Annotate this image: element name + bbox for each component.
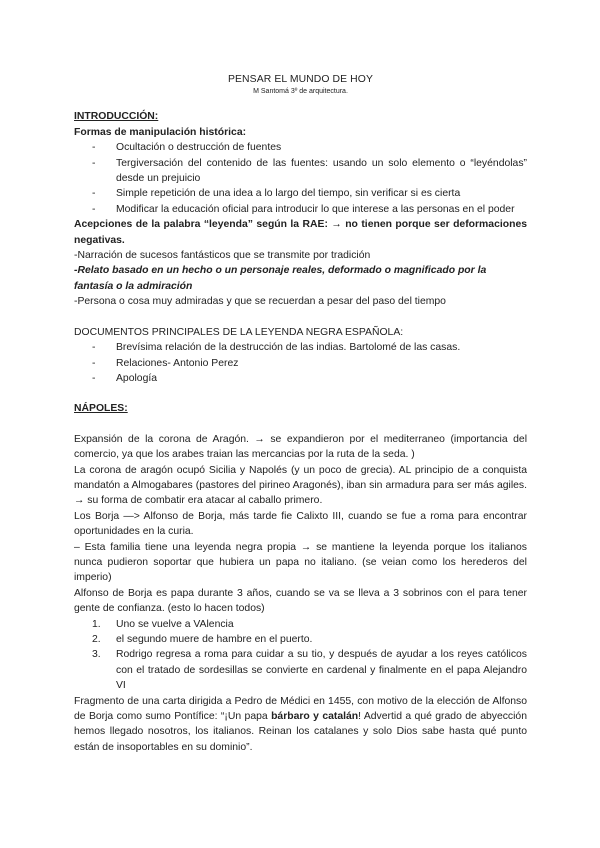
list-item [92,632,527,647]
napoles-paragraph-4: – Esta familia tiene una leyenda negra propia → se mantiene la leyenda porque los italianos nunca pudieron soportar que hubiera un papa no italiano. (se veian como los herederos del imperio) [74,541,527,584]
list-item: - Tergiversación del contenido de las fuentes: usando un solo elemento o “leyéndolas” desde un prejuicio [92,156,527,187]
quote-text-after: ! Advertid a qué grado de abyección hemos llegado nosotros, los italianos. Reinan los catalanes y solo Dios sabe hasta qué punto están de insoportables en su dominio”. [74,711,527,753]
docs-heading: DOCUMENTOS PRINCIPALES DE LA LEYENDA NEGRA ESPAÑOLA: [74,326,404,338]
list-number: 2. [92,634,101,645]
list-item: - Brevísima relación de la destrucción de las indias. Bartolomé de las casas. [92,340,527,355]
spacer [74,310,527,325]
list-number: 1. [92,618,101,630]
list-item: - Modificar la educación oficial para introducir lo que interese a las personas en el poder [92,202,527,217]
list-item [92,617,527,632]
napoles-paragraph-1: Expansión de la corona de Aragón. → se expandieron por el mediterraneo (importancia del comercio, ya que los arabes traian las mercancias por la ruta de la seda. ) [74,433,527,461]
sobrinos-list [74,617,527,694]
napoles-paragraph-2: La corona de aragón ocupó Sicilia y Napolés (y un poco de grecia). AL principio de a conquista mandatón a Almogabares (pastores del pirineo Aragonés), iban sin armadura para ser más agiles. → su forma de combatir era atacar al caballo primero. [74,464,527,507]
quote-text-before: Fragmento de una carta dirigida a Pedro de Médici en 1455, con motivo de la elección de Alfonso de Borja como sumo Pontífice: “¡Un papa [74,695,527,723]
docs-list [74,340,527,386]
document-title: PENSAR EL MUNDO DE HOY [228,74,373,85]
document-subtitle: M Santomá 3º de arquitectura. [253,88,348,96]
definition-2: -Relato basado en un hecho o un personaje reales, deformado o magnificado por la fantasía o la admiración [74,265,487,292]
definition-1: -Narración de sucesos fantásticos que se transmite por tradición [74,250,371,262]
spacer [74,386,527,401]
list-item [92,647,527,693]
forms-list [74,140,527,217]
spacer [74,417,527,432]
quote-bold-text: bárbaro y catalán [271,711,359,723]
intro-heading: INTRODUCCIÓN: [74,111,159,123]
list-item: - Apología [92,371,527,386]
list-number: 3. [92,649,101,661]
document-content [74,72,527,755]
forms-heading: Formas de manipulación histórica: [74,126,247,138]
napoles-heading: NÁPOLES: [74,403,128,415]
list-item: - Simple repetición de una idea a lo largo del tiempo, sin verificar si es cierta [92,186,527,201]
napoles-paragraph-5: Alfonso de Borja es papa durante 3 años, cuando se va se lleva a 3 sobrinos con el para tener gente de confianza. (esto lo hacen todos) [74,587,527,615]
definition-3: -Persona o cosa muy admiradas y que se recuerdan a pesar del paso del tiempo [74,296,446,308]
list-text: Uno se vuelve a VAlencia [116,618,234,630]
list-item: - Ocultación o destrucción de fuentes [92,140,527,155]
napoles-paragraph-3: Los Borja —> Alfonso de Borja, más tarde fie Calixto III, cuando se fue a roma para encontrar oportunidades en la curia. [74,510,527,538]
list-item: - Relaciones- Antonio Perez [92,356,527,371]
list-text: Rodrigo regresa a roma para cuidar a su tio, y después de ayudar a los reyes católicos con el tratado de sordesillas se convierte en cardenal y finalmente en el papa Alejandro VI [116,649,527,692]
napoles-paragraph-6 [74,694,527,756]
acepciones-paragraph: Acepciones de la palabra “leyenda” según la RAE: → no tienen porque ser deformaciones negativas. [74,219,527,246]
list-text: el segundo muere de hambre en el puerto. [116,634,313,645]
